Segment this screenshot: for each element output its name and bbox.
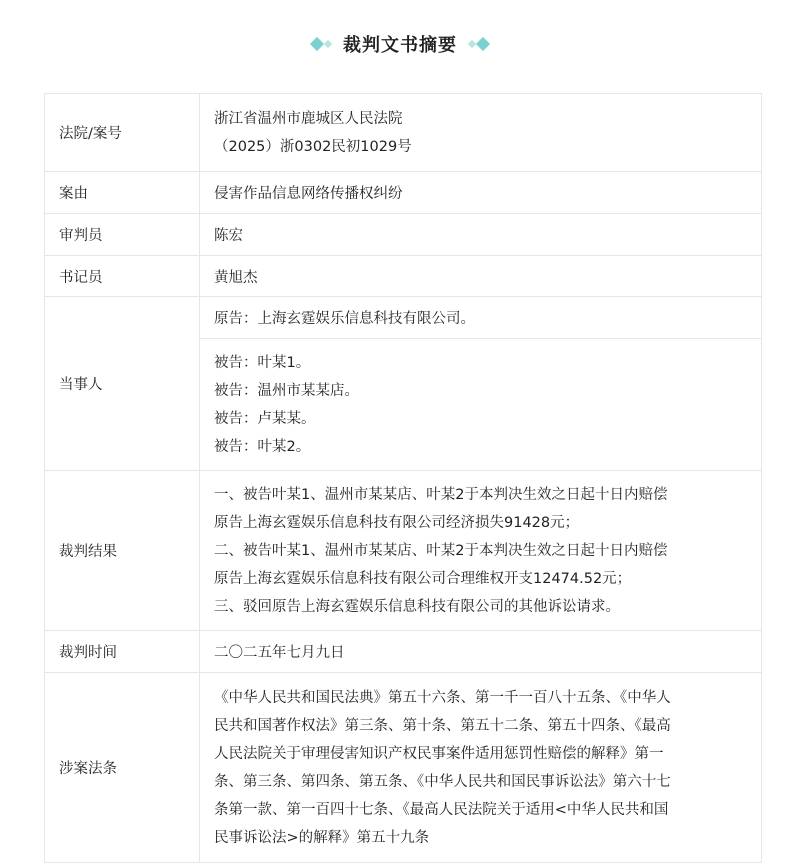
value-judge: 陈宏 [200, 214, 762, 256]
value-result [200, 471, 762, 631]
title-group [312, 31, 488, 57]
value-clerk: 黄旭杰 [200, 256, 762, 297]
diamond-icon [310, 37, 324, 51]
court-name: 浙江省温州市鹿城区人民法院 [214, 110, 403, 127]
result-line: 三、驳回原告上海玄霆娱乐信息科技有限公司的其他诉讼请求。 [214, 598, 620, 615]
row-cause [45, 172, 762, 214]
value-defendants [200, 339, 762, 471]
defendant-item: 被告：温州市某某店。 [214, 382, 359, 399]
row-date [45, 631, 762, 673]
value-cause: 侵害作品信息网络传播权纠纷 [200, 172, 762, 214]
value-court-case [200, 94, 762, 172]
law-line: 人民法院关于审理侵害知识产权民事案件适用惩罚性赔偿的解释》第一 [214, 745, 664, 762]
row-laws [45, 673, 762, 863]
row-plaintiff [45, 297, 762, 339]
diamond-icon [324, 40, 332, 48]
label-clerk: 书记员 [45, 256, 200, 297]
label-parties: 当事人 [45, 297, 200, 471]
row-court-case [45, 94, 762, 172]
left-diamond-ornament [312, 39, 331, 49]
title-bar [0, 0, 800, 90]
defendant-item: 被告：卢某某。 [214, 410, 316, 427]
law-line: 条第一款、第一百四十七条、《最高人民法院关于适用<中华人民共和国 [214, 801, 669, 818]
law-line: 民共和国著作权法》第三条、第十条、第五十二条、第五十四条、《最高 [214, 717, 671, 734]
diamond-icon [476, 37, 490, 51]
result-line: 一、被告叶某1、温州市某某店、叶某2于本判决生效之日起十日内赔偿 [214, 486, 668, 503]
label-court-case: 法院/案号 [45, 94, 200, 172]
label-judge: 审判员 [45, 214, 200, 256]
law-line: 条、第三条、第四条、第五条、《中华人民共和国民事诉讼法》第六十七 [214, 773, 671, 790]
page-title: 裁判文书摘要 [343, 35, 457, 56]
case-number: （2025）浙0302民初1029号 [214, 138, 412, 155]
judgment-summary-table [44, 93, 762, 863]
law-line: 民事诉讼法>的解释》第五十九条 [214, 829, 430, 846]
row-result [45, 471, 762, 631]
result-line: 原告上海玄霆娱乐信息科技有限公司合理维权开支12474.52元； [214, 570, 632, 587]
label-cause: 案由 [45, 172, 200, 214]
defendant-item: 被告：叶某1。 [214, 354, 311, 371]
law-line: 《中华人民共和国民法典》第五十六条、第一千一百八十五条、《中华人 [214, 689, 671, 706]
label-laws: 涉案法条 [45, 673, 200, 863]
result-line: 原告上海玄霆娱乐信息科技有限公司经济损失91428元； [214, 514, 580, 531]
label-date: 裁判时间 [45, 631, 200, 673]
value-plaintiff: 原告：上海玄霆娱乐信息科技有限公司。 [200, 297, 762, 339]
right-diamond-ornament [469, 39, 488, 49]
label-result: 裁判结果 [45, 471, 200, 631]
result-line: 二、被告叶某1、温州市某某店、叶某2于本判决生效之日起十日内赔偿 [214, 542, 668, 559]
row-clerk [45, 256, 762, 297]
defendant-item: 被告：叶某2。 [214, 438, 311, 455]
value-date: 二〇二五年七月九日 [200, 631, 762, 673]
row-judge [45, 214, 762, 256]
value-laws [200, 673, 762, 863]
